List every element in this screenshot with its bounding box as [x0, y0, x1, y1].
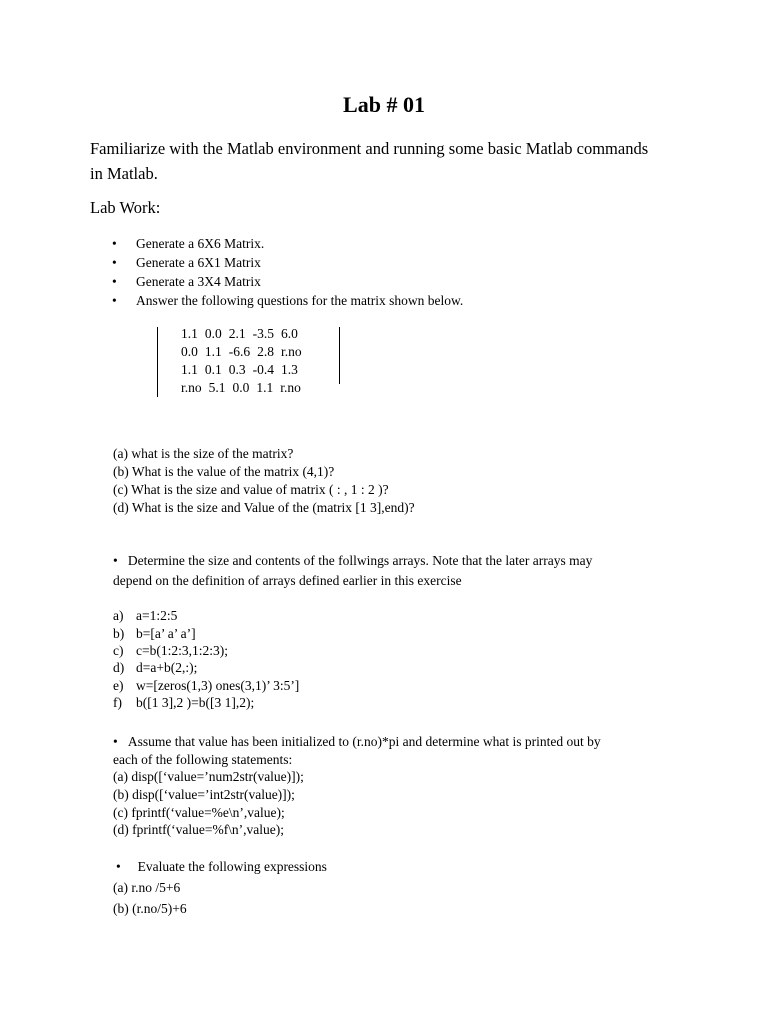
matrix-cell: 1.1	[204, 344, 222, 359]
bullet-icon: •	[112, 293, 117, 308]
array-label: f)	[113, 695, 122, 710]
array-expr: c=b(1:2:3,1:2:3);	[136, 643, 228, 658]
matrix-row	[181, 326, 305, 342]
matrix-question: (c) What is the size and value of matrix ( : , 1 : 2 )?	[113, 482, 389, 497]
matrix-cell: 0.0	[204, 326, 222, 341]
array-item	[113, 660, 197, 676]
matrix-question: (a) what is the size of the matrix?	[113, 446, 294, 461]
matrix-cell: 2.1	[228, 326, 246, 341]
print-statement: (a) disp([‘value=’num2str(value)]);	[113, 769, 304, 784]
bullet-icon: •	[113, 553, 118, 568]
matrix-cell: 6.0	[281, 326, 298, 341]
expression-item: (a) r.no /5+6	[113, 880, 181, 895]
arrays-intro-line1: Determine the size and contents of the follwings arrays. Note that the later arrays may	[127, 553, 593, 568]
print-intro	[113, 734, 601, 750]
matrix-row	[181, 344, 309, 360]
matrix-cell: 5.1	[208, 380, 226, 395]
bullet-icon: •	[112, 255, 117, 270]
task-text: Generate a 3X4 Matrix	[136, 274, 261, 289]
matrix-cell: r.no	[281, 344, 302, 359]
array-item	[113, 626, 196, 642]
bullet-icon: •	[112, 274, 117, 289]
array-expr: a=1:2:5	[136, 608, 178, 623]
array-label: b)	[113, 626, 125, 641]
print-statement: (c) fprintf(‘value=%e\n’,value);	[113, 805, 285, 820]
task-text: Generate a 6X1 Matrix	[136, 255, 261, 270]
bullet-icon: •	[112, 236, 117, 251]
array-item	[113, 643, 228, 659]
eval-intro-text: Evaluate the following expressions	[137, 859, 327, 874]
eval-intro	[116, 859, 327, 875]
page-title: Lab # 01	[343, 92, 425, 117]
matrix-cell: -0.4	[252, 362, 274, 377]
print-statement: (b) disp([‘value=’int2str(value)]);	[113, 787, 295, 802]
matrix-cell: 1.3	[281, 362, 298, 377]
array-expr: b([1 3],2 )=b([3 1],2);	[136, 695, 255, 710]
matrix-cell: 0.3	[228, 362, 246, 377]
matrix-cell: 1.1	[256, 380, 274, 395]
expression-item: (b) (r.no/5)+6	[113, 901, 187, 916]
matrix-cell: r.no	[181, 380, 202, 395]
matrix-right-bar	[339, 327, 340, 384]
array-expr: d=a+b(2,:);	[136, 660, 198, 675]
matrix-cell: 1.1	[181, 362, 198, 377]
matrix-cell: 2.8	[257, 344, 274, 359]
array-item	[113, 678, 299, 694]
print-statement: (d) fprintf(‘value=%f\n’,value);	[113, 822, 285, 837]
arrays-intro	[113, 553, 592, 569]
array-label: d)	[113, 660, 125, 675]
task-text: Answer the following questions for the matrix shown below.	[136, 293, 464, 308]
bullet-icon: •	[113, 734, 118, 749]
print-intro-line1: Assume that value has been initialized to (r.no)*pi and determine what is printed out by	[127, 734, 601, 749]
array-expr: b=[a’ a’ a’]	[136, 626, 196, 641]
bullet-icon: •	[116, 859, 121, 874]
matrix-left-bar	[157, 327, 158, 397]
matrix-row	[181, 362, 305, 378]
intro-paragraph: Familiarize with the Matlab environment and running some basic Matlab commands in Matlab.	[90, 139, 649, 183]
matrix-question: (d) What is the size and Value of the (matrix [1 3],end)?	[113, 500, 415, 515]
matrix-cell: -3.5	[252, 326, 274, 341]
matrix-cell: r.no	[280, 380, 301, 395]
arrays-intro-line2: depend on the definition of arrays defined earlier in this exercise	[113, 573, 462, 588]
array-label: a)	[113, 608, 124, 623]
array-expr: w=[zeros(1,3) ones(3,1)’ 3:5’]	[136, 678, 300, 693]
print-intro-line2: each of the following statements:	[113, 752, 293, 767]
array-item	[113, 608, 177, 624]
lab-work-heading: Lab Work:	[90, 198, 161, 217]
matrix-cell: -6.6	[228, 344, 251, 359]
matrix-cell: 1.1	[181, 326, 198, 341]
task-text: Generate a 6X6 Matrix.	[136, 236, 265, 251]
array-label: c)	[113, 643, 124, 658]
array-item	[113, 695, 254, 711]
matrix-cell: 0.0	[232, 380, 250, 395]
matrix-cell: 0.1	[204, 362, 222, 377]
matrix-question: (b) What is the value of the matrix (4,1)?	[113, 464, 335, 479]
matrix-row	[181, 380, 308, 396]
matrix-cell: 0.0	[181, 344, 198, 359]
array-label: e)	[113, 678, 124, 693]
